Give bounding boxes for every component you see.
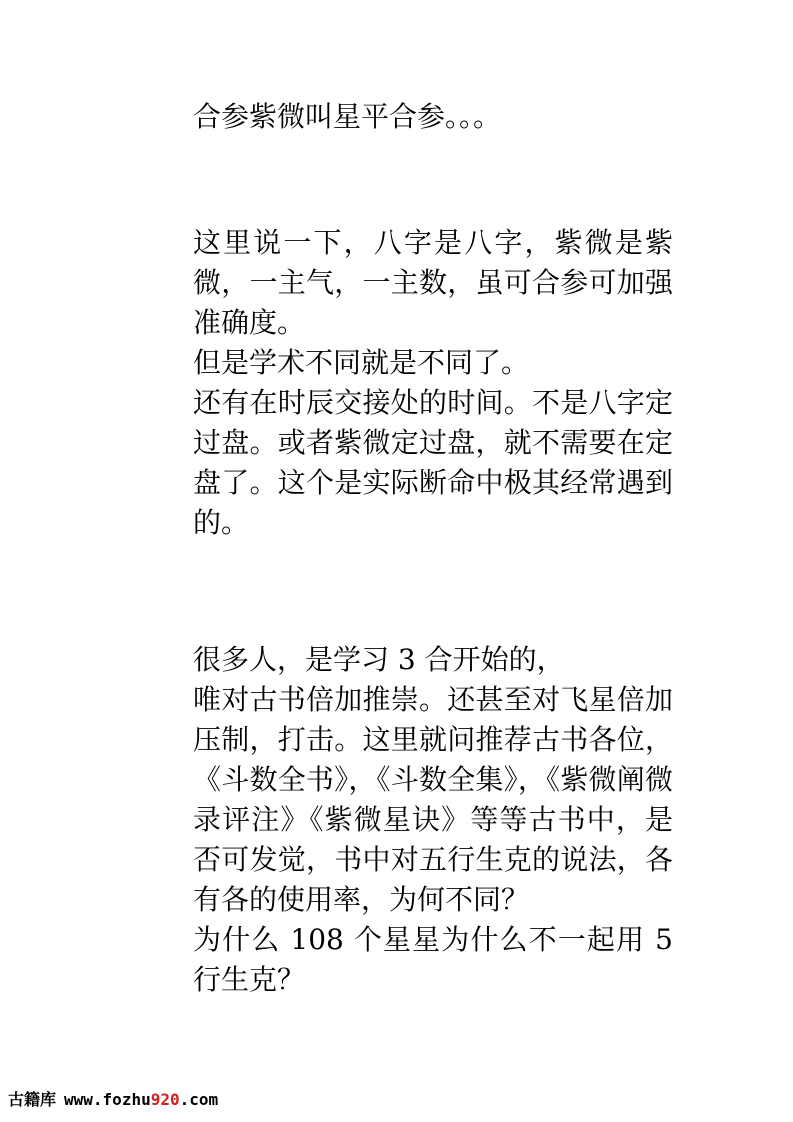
footer-url-main: www.fozhu xyxy=(64,1090,151,1109)
paragraph: 但是学术不同就是不同了。 xyxy=(193,346,530,379)
paragraph: 这里说一下，八字是八字，紫微是紫微，一主气，一主数，虽可合参可加强准确度。 xyxy=(193,226,673,339)
paragraph: 唯对古书倍加推崇。还甚至对飞星倍加压制，打击。这里就问推荐古书各位，《斗数全书》，《斗数全集》，《紫微阐微录评注》《紫微星诀》等等古书中，是否可发觉，书中对五行生克的说法，各有各的使用率，为何不同？ xyxy=(193,683,673,916)
paragraph: 合参紫微叫星平合参。。。 xyxy=(193,100,502,133)
footer-url-tail: .com xyxy=(179,1090,219,1109)
text-block-bazi-ziwei xyxy=(193,223,673,543)
footer-url-accent: 920 xyxy=(150,1090,180,1109)
footer-site-name: 古籍库 xyxy=(8,1090,57,1109)
footer-watermark xyxy=(8,1088,218,1112)
text-block-intro xyxy=(193,97,673,137)
paragraph: 很多人，是学习 3 合开始的， xyxy=(193,643,565,676)
paragraph: 还有在时辰交接处的时间。不是八字定过盘。或者紫微定过盘，就不需要在定盘了。这个是实际断命中极其经常遇到的。 xyxy=(193,386,673,539)
paragraph: 为什么 108 个星星为什么不一起用 5 行生克？ xyxy=(193,923,673,996)
text-block-ancient-books xyxy=(193,640,673,1000)
